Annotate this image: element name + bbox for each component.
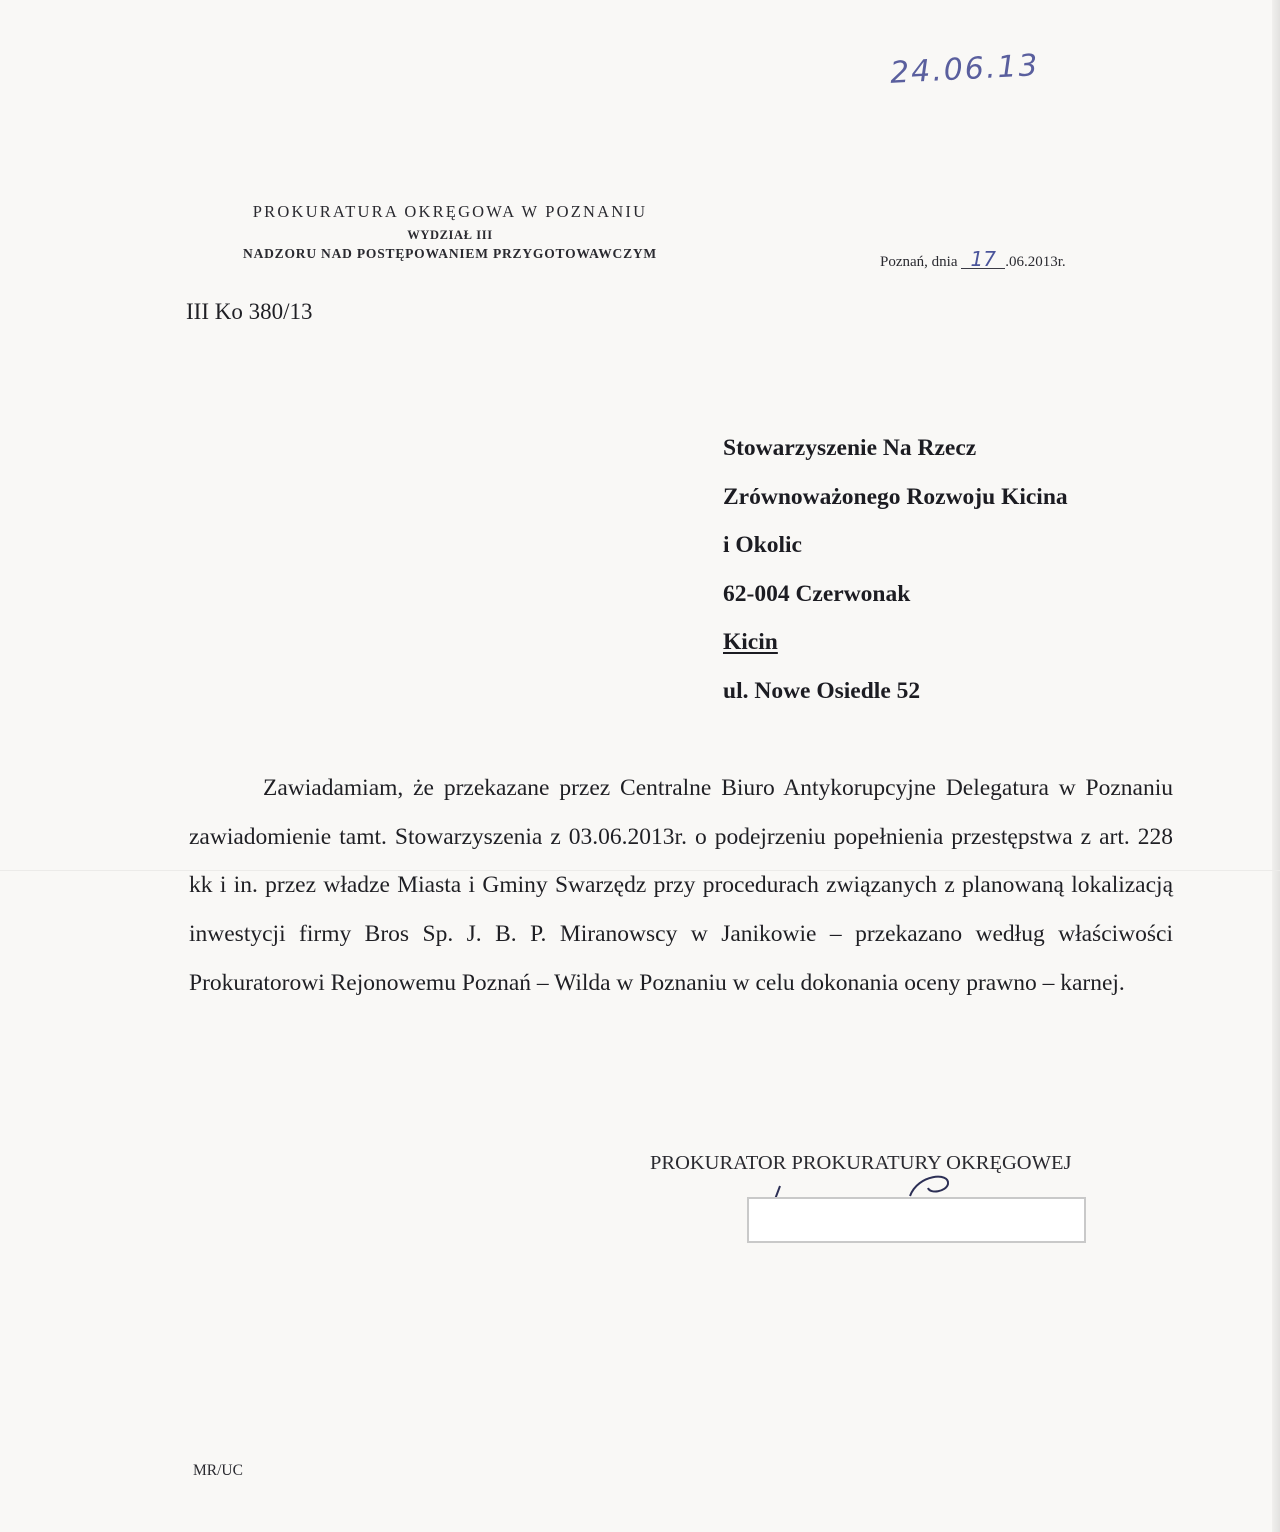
reference-initials: MR/UC	[193, 1462, 243, 1479]
signatory-title: PROKURATOR PROKURATURY OKRĘGOWEJ	[650, 1152, 1072, 1174]
case-number: III Ko 380/13	[186, 299, 313, 324]
handwritten-day: 17	[961, 250, 1005, 269]
issuer-department: WYDZIAŁ III	[407, 228, 493, 242]
addressee-line	[723, 618, 1068, 667]
addressee-block	[723, 424, 1068, 716]
issuer-subdepartment: NADZORU NAD POSTĘPOWANIEM PRZYGOTOWAWCZYM	[243, 246, 657, 261]
place-and-date	[880, 247, 1066, 271]
redacted-signature-box	[747, 1197, 1086, 1243]
issuer-name: PROKURATURA OKRĘGOWA W POZNANIU	[252, 202, 648, 221]
addressee-line: Zrównoważonego Rozwoju Kicina	[723, 483, 1068, 510]
addressee-line: Stowarzyszenie Na Rzecz	[723, 435, 977, 461]
addressee-line: 62-004 Czerwonak	[723, 580, 911, 607]
letter-body: Zawiadamiam, że przekazane przez Centralne Biuro Antykorupcyjne Delegatura w Poznaniu zawiadomienie tamt. Stowarzyszenia z 03.06.2013r. o podejrzeniu popełnienia przestępstwa z art. 228 kk i in. przez władze Miasta i Gminy Swarzędz przy procedurach związanych z planowaną lokalizacją inwestycji firmy Bros Sp. J. B. P. Miranowscy w Janikowie – przekazano według właściwości Prokuratorowi Rejonowemu Poznań – Wilda w Poznaniu w celu dokonania oceny prawno – karnej.	[189, 775, 1173, 996]
paper-edge-shadow	[1272, 0, 1280, 1532]
addressee-town: Kicin	[723, 629, 778, 656]
addressee-line: ul. Nowe Osiedle 52	[723, 677, 921, 704]
addressee-line: i Okolic	[723, 532, 802, 559]
issuer-header	[190, 202, 710, 262]
handwritten-receipt-date: 24.06.13	[889, 48, 1041, 91]
place-date-prefix: Poznań, dnia	[880, 254, 958, 270]
place-date-suffix: .06.2013r.	[1005, 254, 1066, 270]
